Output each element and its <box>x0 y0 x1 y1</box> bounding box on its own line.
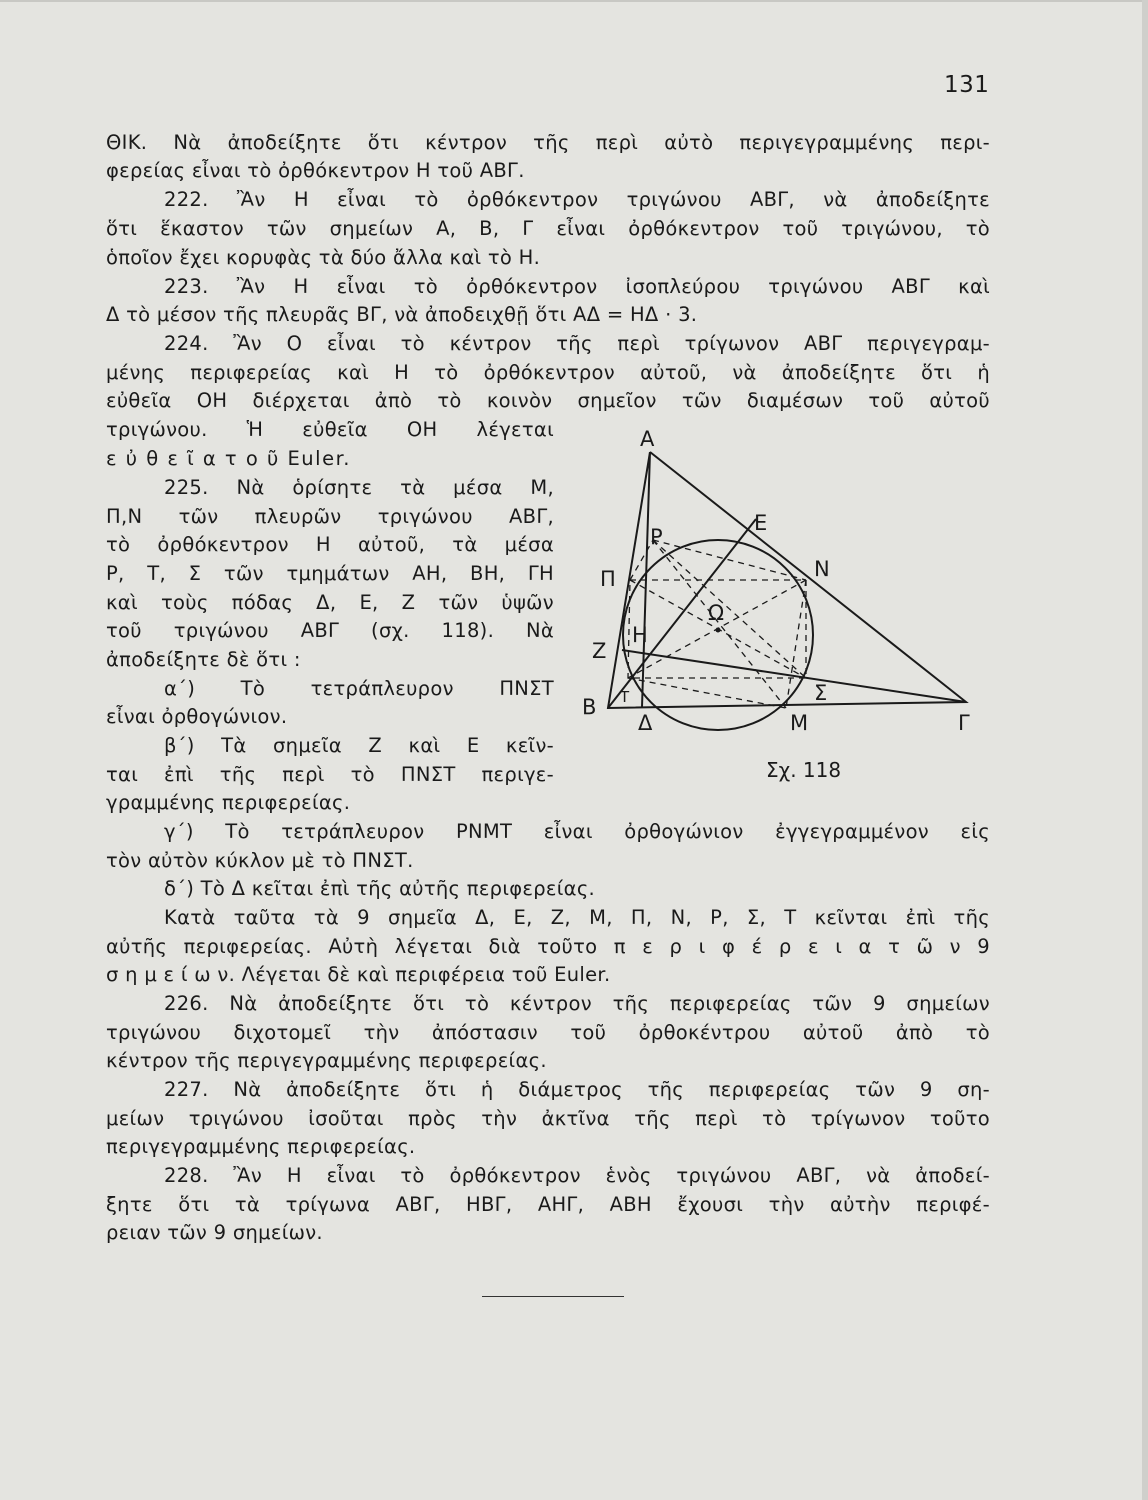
item-a: α΄) Τὸ τετράπλευρον ΠΝΣΤ <box>164 677 554 700</box>
text-line: εὐθεῖα ΟΗ διέρχεται ἀπὸ τὸ κοινὸν σημεῖον τῶν διαμέσων τοῦ αὐτοῦ <box>106 389 990 412</box>
center-omega-point <box>716 628 721 633</box>
section-end-rule <box>482 1296 624 1297</box>
text-line: τριγώνου. Ἡ εὐθεῖα ΟΗ λέγεται <box>106 418 554 441</box>
text-line: μένης περιφερείας καὶ Η τὸ ὀρθόκεντρον αὐτοῦ, νὰ ἀποδείξητε ὅτι ἡ <box>106 361 990 384</box>
text-line: καὶ τοὺς πόδας Δ, Ε, Ζ τῶν ὑψῶν <box>106 591 554 614</box>
text-line: εἶναι ὀρθογώνιον. <box>106 705 288 728</box>
label-P: Π <box>600 567 616 591</box>
figure-caption: Σχ. 118 <box>766 758 842 782</box>
label-Z: Ζ <box>592 639 607 663</box>
problem-228: 228. Ἂν Η εἶναι τὸ ὀρθόκεντρον ἑνὸς τριγώνου ΑΒΓ, νὰ ἀποδεί- <box>164 1164 990 1187</box>
page-number: 131 <box>944 72 990 98</box>
text-line: αὐτῆς περιφερείας. Αὐτὴ λέγεται διὰ τοῦτο π ε ρ ι φ έ ρ ε ι α τ ῶ ν 9 <box>106 935 990 958</box>
problem-222: 222. Ἂν Η εἶναι τὸ ὀρθόκεντρον τριγώνου ΑΒΓ, νὰ ἀποδείξητε <box>164 188 990 211</box>
page-top-edge <box>0 0 1148 2</box>
text-line: γραμμένης περιφερείας. <box>106 791 351 814</box>
label-H: Η <box>632 623 648 647</box>
text-line: ΘΙΚ. Νὰ ἀποδείξητε ὅτι κέντρον τῆς περὶ αὐτὸ περιγεγραμμένης περι- <box>106 131 990 154</box>
label-M: Μ <box>790 711 809 735</box>
problem-223: 223. Ἂν Η εἶναι τὸ ὀρθόκεντρον ἰσοπλεύρου τριγώνου ΑΒΓ καὶ <box>164 275 990 298</box>
text-line: Δ τὸ μέσον τῆς πλευρᾶς ΒΓ, νὰ ἀποδειχθῇ ὅτι ΑΔ = ΗΔ · 3. <box>106 303 698 326</box>
problem-226: 226. Νὰ ἀποδείξητε ὅτι τὸ κέντρον τῆς περιφερείας τῶν 9 σημείων <box>164 992 990 1015</box>
text-line: ξητε ὅτι τὰ τρίγωνα ΑΒΓ, ΗΒΓ, ΑΗΓ, ΑΒΗ ἔχουσι τὴν αὐτὴν περιφέ- <box>106 1193 990 1216</box>
text-line: ται ἐπὶ τῆς περὶ τὸ ΠΝΣΤ περιγε- <box>106 763 554 786</box>
text-line: Κατὰ ταῦτα τὰ 9 σημεῖα Δ, Ε, Ζ, Μ, Π, Ν, Ρ, Σ, Τ κεῖνται ἐπὶ τῆς <box>164 906 990 929</box>
label-A: Α <box>640 427 655 451</box>
problem-224: 224. Ἂν Ο εἶναι τὸ κέντρον τῆς περὶ τρίγωνον ΑΒΓ περιγεγραμ- <box>164 332 990 355</box>
label-W: Ω <box>708 601 725 625</box>
label-T: Τ <box>620 688 630 706</box>
page-right-edge <box>1142 0 1148 1500</box>
text-line: ὅτι ἕκαστον τῶν σημείων Α, Β, Γ εἶναι ὀρθόκεντρον τοῦ τριγώνου, τὸ <box>106 217 990 240</box>
label-G: Γ <box>958 711 970 735</box>
label-R: Ρ <box>650 525 663 549</box>
text-line: ἀποδείξητε δὲ ὅτι : <box>106 648 301 671</box>
text-line: περιγεγραμμένης περιφερείας. <box>106 1135 416 1158</box>
figure-118-diagram <box>578 420 988 750</box>
text-line: σ η μ ε ί ω ν. Λέγεται δὲ καὶ περιφέρεια τοῦ Euler. <box>106 963 611 986</box>
problem-225: 225. Νὰ ὁρίσητε τὰ μέσα Μ, <box>164 476 554 499</box>
text-line: ε ὐ θ ε ῖ α τ ο ῦ Euler. <box>106 447 352 470</box>
text-line: μείων τριγώνου ἰσοῦται πρὸς τὴν ἀκτῖνα τῆς περὶ τὸ τρίγωνον τοῦτο <box>106 1107 990 1130</box>
text-line: ὁποῖον ἔχει κορυφὰς τὰ δύο ἄλλα καὶ τὸ Η. <box>106 246 541 269</box>
label-B: Β <box>582 695 597 719</box>
item-c: γ΄) Τὸ τετράπλευρον ΡΝΜΤ εἶναι ὀρθογώνιον ἐγγεγραμμένον εἰς <box>164 820 990 843</box>
text-line: φερείας εἶναι τὸ ὀρθόκεντρον Η τοῦ ΑΒΓ. <box>106 159 525 182</box>
item-d: δ΄) Τὸ Δ κεῖται ἐπὶ τῆς αὐτῆς περιφερείας. <box>164 877 596 900</box>
label-D: Δ <box>638 711 653 735</box>
text-line: τὸ ὀρθόκεντρον Η αὐτοῦ, τὰ μέσα <box>106 533 554 556</box>
text-line: τὸν αὐτὸν κύκλον μὲ τὸ ΠΝΣΤ. <box>106 849 414 872</box>
label-E: Ε <box>754 511 768 535</box>
text-line: τοῦ τριγώνου ΑΒΓ (σχ. 118). Νὰ <box>106 619 554 642</box>
problem-227: 227. Νὰ ἀποδείξητε ὅτι ἡ διάμετρος τῆς περιφερείας τῶν 9 ση- <box>164 1078 990 1101</box>
text-line: τριγώνου διχοτομεῖ τὴν ἀπόστασιν τοῦ ὀρθοκέντρου αὐτοῦ ἀπὸ τὸ <box>106 1021 990 1044</box>
text-line: Π,Ν τῶν πλευρῶν τριγώνου ΑΒΓ, <box>106 505 554 528</box>
item-b: β΄) Τὰ σημεῖα Ζ καὶ Ε κεῖν- <box>164 734 554 757</box>
label-N: Ν <box>814 557 830 581</box>
label-S: Σ <box>814 681 828 705</box>
text-line: ρειαν τῶν 9 σημείων. <box>106 1221 323 1244</box>
text-line: κέντρον τῆς περιγεγραμμένης περιφερείας. <box>106 1049 547 1072</box>
text-line: Ρ, Τ, Σ τῶν τμημάτων ΑΗ, ΒΗ, ΓΗ <box>106 562 554 585</box>
